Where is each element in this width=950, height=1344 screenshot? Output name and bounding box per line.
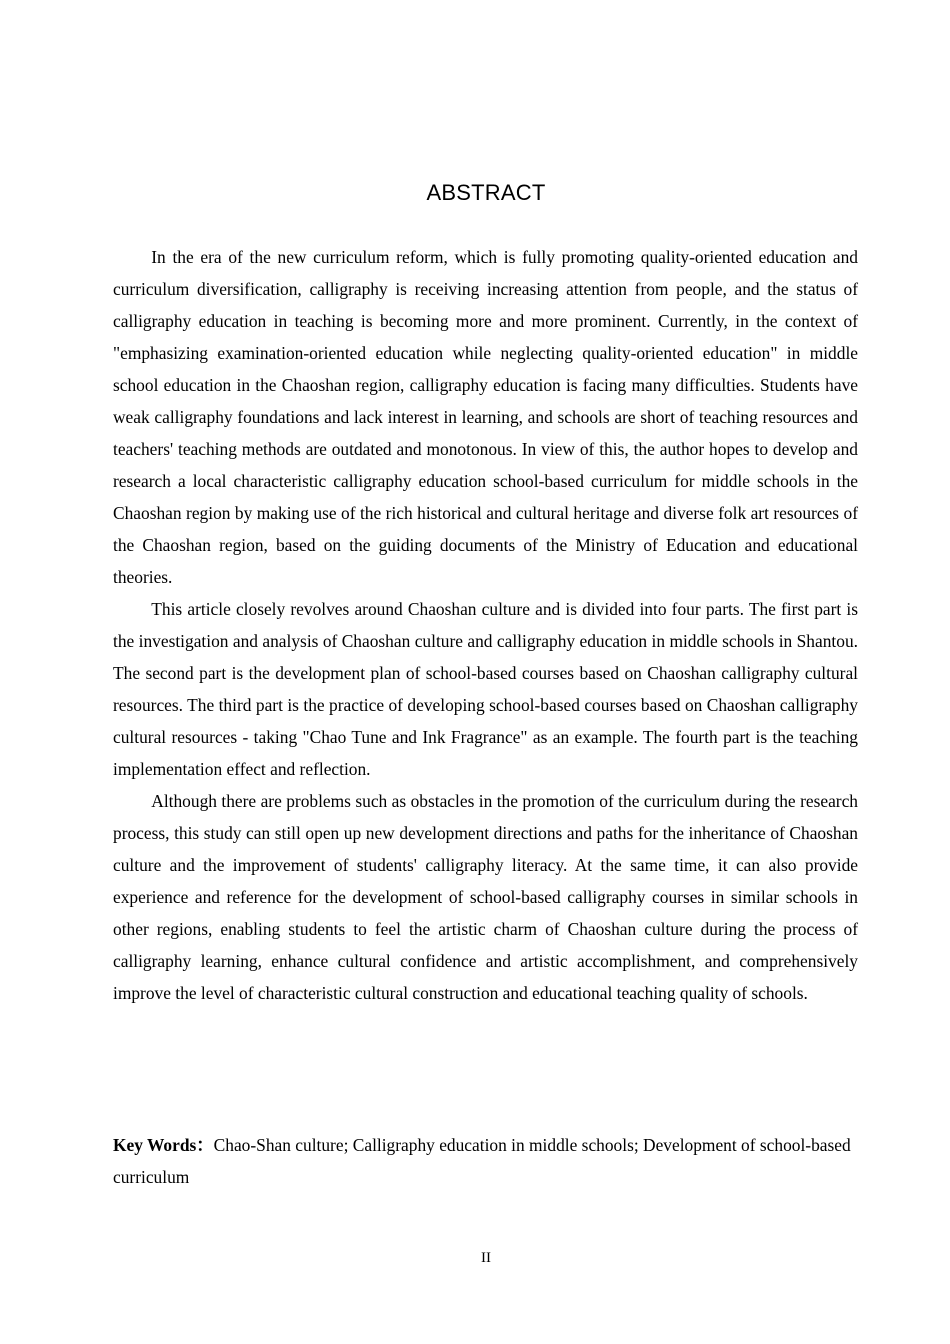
- keywords-label: Key Words：: [113, 1135, 214, 1155]
- abstract-body: [113, 241, 858, 1009]
- abstract-paragraph-3: Although there are problems such as obstacles in the promotion of the curriculum during the research process, this study can still open up new development directions and paths for the inheritance of Chaoshan culture and the improvement of students' calligraphy literacy. At the same time, it can also provide experience and reference for the development of school-based calligraphy courses in similar schools in other regions, enabling students to feel the artistic charm of Chaoshan culture during the process of calligraphy learning, enhance cultural confidence and artistic accomplishment, and comprehensively improve the level of characteristic cultural construction and educational teaching quality of schools.: [113, 791, 858, 1003]
- abstract-title: ABSTRACT: [426, 180, 546, 205]
- keywords-text: Chao-Shan culture; Calligraphy education in middle schools; Development of school-based curriculum: [113, 1135, 851, 1187]
- page-number: II: [481, 1250, 491, 1266]
- abstract-paragraph-2: This article closely revolves around Chaoshan culture and is divided into four parts. The first part is the investigation and analysis of Chaoshan culture and calligraphy education in middle schools in Shantou. The second part is the development plan of school-based courses based on Chaoshan calligraphy cultural resources. The third part is the practice of developing school-based courses based on Chaoshan calligraphy cultural resources - taking "Chao Tune and Ink Fragrance" as an example. The fourth part is the teaching implementation effect and reflection.: [113, 599, 858, 779]
- abstract-paragraph-1: In the era of the new curriculum reform, which is fully promoting quality-oriented education and curriculum diversification, calligraphy is receiving increasing attention from people, and the status of calligraphy education in teaching is becoming more and more prominent. Currently, in the context of "emphasizing examination-oriented education while neglecting quality-oriented education" in middle school education in the Chaoshan region, calligraphy education is facing many difficulties. Students have weak calligraphy foundations and lack interest in learning, and schools are short of teaching resources and teachers' teaching methods are outdated and monotonous. In view of this, the author hopes to develop and research a local characteristic calligraphy education school-based curriculum for middle schools in the Chaoshan region by making use of the rich historical and cultural heritage and diverse folk art resources of the Chaoshan region, based on the guiding documents of the Ministry of Education and educational theories.: [113, 247, 858, 587]
- keywords-section: [113, 1129, 858, 1193]
